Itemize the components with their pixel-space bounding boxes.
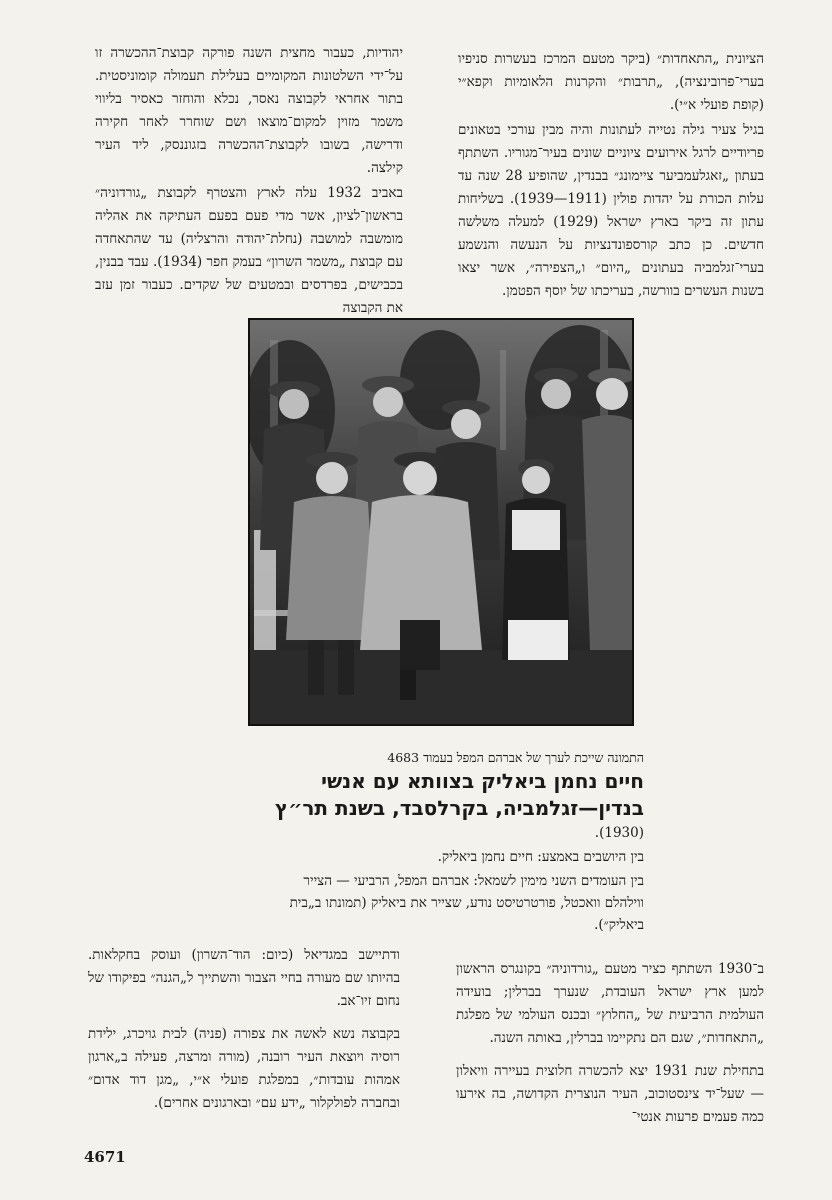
- paragraph: הציונית „התאחדות״ (ביקר מטעם המרכז בעשרות סניפיו בערי־פרובינציה), „תרבות״ והקרנות הלאומיות וקפא״י (קופת פועלי א״י).: [458, 51, 764, 113]
- caption-year: (1930).: [594, 825, 644, 841]
- caption-seated: בין היושבים באמצע: חיים נחמן ביאליק.: [437, 849, 644, 865]
- column-top-left: [95, 42, 403, 322]
- caption-standing: בין העומדים השני מימין לשמאל: אברהם המפל, הרביעי — הצייר ווילהלם וואכטל, פורטרטיסט נודע, שצייר את ביאליק (תמונתו ב„בית ביאליק״).: [289, 873, 644, 933]
- paragraph: בתחילת שנת 1931 יצא להכשרה חלוצית בעיירה וויאלון — שעל־יד צינסטוכוב, העיר הנוצרית הקדושה, בה אירעו כמה פעמים פרעות אנטי־: [456, 1063, 764, 1125]
- page-number: 4671: [84, 1148, 126, 1166]
- column-bottom-left: [88, 944, 400, 1117]
- paragraph: יהודיות, כעבור מחצית השנה פורקה קבוצת־ההכשרה זו על־ידי השלטונות המקומיים בעלילת תעמולה קומוניסטית. בתור אחראי לקבוצה נאסר, נכלא והוחזר כאסיר בליווי משמר מזוין למקום־מוצאו ושם שוחרר לאחר חקירה ודרישה, בשובו לקבוצת־ההכשרה בזגוננסק, ליד העיר קילצה.: [95, 45, 403, 176]
- photo-caption: [270, 748, 644, 936]
- paragraph: ב־1930 השתתף כציר מטעם „גורדוניה״ בקונגרס הראשון למען ארץ ישראל העובדת, שנערך בברלין; בועידה העולמית הרביעית של „החלוץ״ ובכנס העולמי של מפלגת „התאחדות״, שגם הם נתקיימו בברלין, באותה השנה.: [456, 961, 764, 1046]
- paragraph: באביב 1932 עלה לארץ והצטרף לקבוצת „גורדוניה״ בראשון־לציון, אשר מדי פעם בפעם העתיקה את אהליה מומשבה למושבה (נחלת־יהודה והרצליה) עד שהתאחדה עם קבוצת „משמר השרון״ בעמק חפר (1934). עבד בבנין, בכבישים, בפרדסים ובמטעים של שקדים. כעבור זמן עזב את הקבוצה: [95, 185, 404, 316]
- paragraph: בקבוצה נשא לאשה את צפורה (פניה) לבית גויכרג, ילידת רוסיה ויוצאת העיר רובנה, (מורה ומרצה, פעילה ב„ארגון אמהות עובדות״, במפלגת פועלי א״י, „מגן דוד אדום״ ובחברה לפולקלור „ידע עם״ ובארגונים אחרים).: [88, 1026, 400, 1111]
- paragraph: ודתיישב במגדיאל (כיום: הוד־השרון) ועוסק בחקלאות. בהיותו שם מעורה בחיי הצבור והשתייך ל„הגנה״ בפיקודו של נחום זיו־אב.: [88, 947, 400, 1009]
- paragraph: בגיל צעיר גילה נטייה לעתונות והיה מבין עורכי בטאונים פריודיים לרגל אירועים ציוניים שונים בעיר־מגוריו. השתתף בעתון „זאגלעמביער ציימונג״ בבנדין, שהופיע 28 שנה עד עלות הכורת על יהדות פולין (1911—1939). בשליחות עתון זה ביקר בארץ ישראל (1929) למעלה משלשה חדשים. כן כתב קורספונדנציות על הנעשה והנשמע בערי־זגלמביה בעתונים „היום״ ו„הצפירה״, אשר יצאו בשנות העשרים בוורשה, בעריכתו של יוסף הפטמן.: [458, 122, 764, 299]
- column-top-right: [458, 48, 764, 305]
- photo-credit: התמונה שייכת לערך של אברהם המפל בעמוד 4683: [387, 750, 644, 765]
- group-photograph: [248, 318, 634, 726]
- caption-title: חיים נחמן ביאליק בצוותא עם אנשי בנדין—זגלמביה, בקרלסבד, בשנת תר״ץ: [274, 769, 644, 820]
- column-bottom-right: [456, 958, 764, 1131]
